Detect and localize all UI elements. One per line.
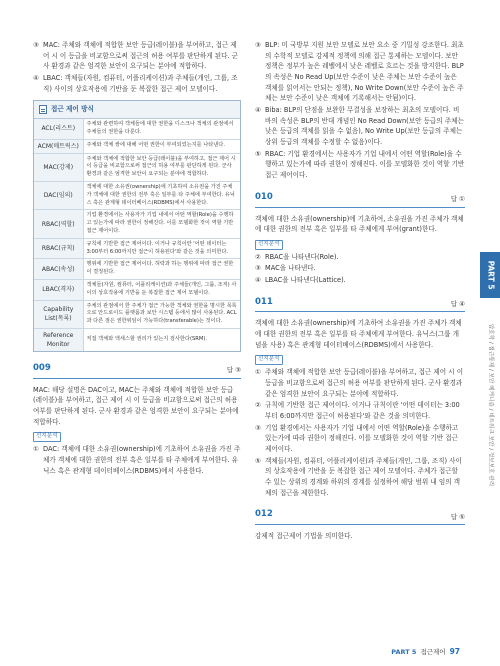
answer-explanation-item: ③ MAC: 주체와 객체에 적합한 보안 등급(레이블)을 부여하고, 접근 제어 시 이 등급을 비교함으로써 접근의 허용 여부를 판단하게 된다. 군사 환경과 같은 엄격한 보안이 요구되는 분야에 적합하다. <box>33 41 239 71</box>
table-row: Reference Monitor 직접 객체와 액세스할 권리가 있는지 검사한다(SRM). <box>34 328 240 351</box>
access-control-table-box <box>33 100 241 352</box>
table-row: MAC(강제) 주체와 객체에 적합한 보안 등급(레이블)을 부여하고, 접근 제어 시 이 등급을 비교함으로써 접근의 허용 여부를 판단하게 된다. 군사 환경과 같은 엄격한 보안이 요구되는 분야에 적합하다. <box>34 153 240 181</box>
question-header-011: 011 답 ④ <box>255 296 465 313</box>
answer-explanation-item: ③ BLP: 미 국방부 지원 보안 모델로 보안 요소 중 기밀성 강조한다. 최초의 수학적 모델로 강제적 정책에 의해 접근 통제하는 모델이다. 보안 정책은 정부가 높은 레벨에서 낮은 레벨로 흐르는 것을 방지한다. BLP의 속성은 No Read Up(보안 수준이 낮은 주체는 보안 수준이 높은 객체를 읽어서는 안되는 정책), No Write Down(보안 수준이 높은 주체는 보안 수준이 낮은 객체에 기록해서는 안됨)이다. <box>255 41 464 103</box>
question-header-010: 010 답 ① <box>255 191 465 208</box>
table-row: ACM(매트릭스) 주체와 객체 쌍에 대해 어떤 권한이 부여되었는지를 나타낸다. <box>34 139 240 153</box>
footer-title: 접근제어 <box>420 647 446 656</box>
table-row: ACL(리스트) 주체와 관련하여 객체들에 대한 권한을 디스크나 객체의 관점에서 주체들의 권한을 다룬다. <box>34 119 240 139</box>
right-column <box>255 40 465 544</box>
footer-part: PART 5 <box>391 647 417 656</box>
page-footer <box>391 646 460 658</box>
option-item: ② RBAC을 나타낸다(Role). <box>255 252 339 261</box>
question-explanation: 강제적 접근제어 기법을 의미한다. <box>255 532 353 541</box>
part-side-tab: PART 5 <box>480 252 500 298</box>
left-column <box>33 40 241 477</box>
option-item: ④ LBAC을 나타낸다(Lattice). <box>255 276 346 285</box>
box-header <box>34 101 240 119</box>
answer-explanation-item: ⑤ RBAC: 기업 환경에서는 사용자가 기업 내에서 어떤 역할(Role)을 수행하고 있는가에 따라 권한이 정해진다. 이를 모델화한 것이 역할 기반 접근 제어이다. <box>255 149 465 180</box>
option-analysis-badge: 선지분석 <box>33 432 61 442</box>
question-explanation: 객체에 대한 소유권(ownership)에 기초하여, 소유권을 가진 주체가 객체에 대한 권한의 전부 혹은 일부를 타 주체에게 부여(grant)한다. <box>255 214 464 234</box>
option-analysis-badge: 선지분석 <box>255 240 283 250</box>
table-row: ABAC(속성) 행위에 기반한 접근 제어이다. 허락과 하는 행위에 따라 접근 권한이 결정된다. <box>34 259 240 280</box>
table-row: DAC(임의) 객체에 대한 소유권(ownership)에 기초하여 소유권을 가진 주체가 객체에 대한 권한의 전부 혹은 일부를 타 주체에 부여한다. 유닉스 혹은 관계형 데이터베이스(RDBMS)에서 사용한다. <box>34 182 240 210</box>
option-item: ③ 기업 환경에서는 사용자가 기업 내에서 어떤 역할(Role)을 수행하고 있는가에 따라 권한이 정해진다. 이를 모델화한 것이 역할 기반 접근 제어이다. <box>255 423 459 453</box>
option-item: ① 주체와 객체에 적합한 보안 등급(레이블)을 부여하고, 접근 제어 시 이 등급을 비교함으로써 접근의 허용 여부를 판단하게 된다. 군사 환경과 같은 엄격한 보안이 요구되는 분야에 적합하다. <box>255 368 464 398</box>
table-row: RBAC(역할) 기업 환경에서는 사용자가 기업 내에서 어떤 역할(Role)을 수행하고 있는가에 따라 권한이 정해진다. 이를 모델화한 것이 역할 기반 접근 제어이다. <box>34 210 240 238</box>
document-icon <box>39 105 47 114</box>
question-header-009: 009 답 ③ <box>33 362 241 379</box>
question-explanation: MAC: 해당 설명은 DAC이고, MAC는 주체와 객체에 적합한 보안 등급(레이블)을 부여하고, 접근 제어 시 이 등급을 비교함으로써 접근의 허용 여부를 판단하게 된다. 군사 환경과 같은 엄격한 보안이 요구되는 분야에 적합하다. <box>33 385 239 426</box>
option-item: ③ MAC을 나타낸다. <box>255 264 316 273</box>
page-number: 97 <box>449 646 460 656</box>
option-item: ② 규칙에 기반한 접근 제어이다. 이거나 규칙이란 '어떤 데이터는 3:00부터 6:00까지만 접근이 허용된다'와 같은 것을 의미한다. <box>255 401 460 420</box>
box-title: 접근 제어 방식 <box>51 105 94 114</box>
answer-explanation-item: ④ Biba: BLP의 단점을 보완한 무결성을 보장하는 최초의 모델이다. 비바의 속성은 BLP의 반대 개념인 No Read Down(보안 등급의 주체는 낮은 등급의 객체를 읽을 수 없음), No Write Up(보안 등급의 주체는 상위 등급의 객체를 수정할 수 없음)이다. <box>255 106 464 147</box>
answer-explanation-item: ④ LBAC: 객체들(자원, 컴퓨터, 어플리케이션)과 주체들(개인, 그룹, 조직) 사이의 상호작용에 기반을 둔 복잡한 접근 제어 모델이다. <box>33 74 238 93</box>
side-chapter-list: 암호학 / 접근통제 / 보안 메커니즘 / 네트워크 보안 / 정보보호 관리 <box>487 323 494 487</box>
question-header-012: 012 답 ⑤ <box>255 508 465 525</box>
option-analysis-badge: 선지분석 <box>255 355 283 365</box>
access-control-table <box>34 119 240 351</box>
option-item: ⑤ 객체들(자원, 컴퓨터, 어플리케이션)과 주체들(개인, 그룹, 조직) 사이의 상호작용에 기반을 둔 복잡한 접근 제어 모델이다. 주체가 접근할 수 있는 상위의 경계와 하위의 경계를 설정하여 해당 범위 내 임의 객체의 접근을 제한한다. <box>255 456 462 497</box>
table-row: Capability List(목록) 주체의 관점에서 한 주체가 접근 가능한 객체와 권한을 명시한 목록으로 안드로이드 플랫폼과 보안 시스템 등에서 많이 사용된다. ACL과 다른 점은 권한위임이 가능하다(transferable)는 것이다. <box>34 300 240 328</box>
question-explanation: 객체에 대한 소유권(ownership)에 기초하여 소유권을 가진 주체가 객체에 대한 권한의 전부 혹은 일부를 타 주체에게 부여한다. 유닉스(그룹 개념을 사용) 혹은 관계형 데이터베이스(RDBMS)에서 사용한다. <box>255 319 462 349</box>
option-item: ① DAC: 객체에 대한 소유권(ownership)에 기초하여 소유권을 가진 주체가 객체에 대한 권한의 전부 혹은 일부를 타 주체에게 부여한다. 유닉스 혹은 관계형 데이터베이스(RDBMS)에서 사용한다. <box>33 445 241 475</box>
table-row: RBAC(규칙) 규칙에 기반한 접근 제어이다. 이거나 규칙이란 '어떤 데이터는 3:00부터 6:00까지만 접근이 허용된다'와 같은 것을 의미한다. <box>34 238 240 259</box>
table-row: LBAC(격자) 객체들(자원, 컴퓨터, 어플리케이션)과 주체들(개인, 그룹, 조직) 사이의 상호작용에 기반을 둔 복잡한 접근 제어 모델이다. <box>34 279 240 300</box>
